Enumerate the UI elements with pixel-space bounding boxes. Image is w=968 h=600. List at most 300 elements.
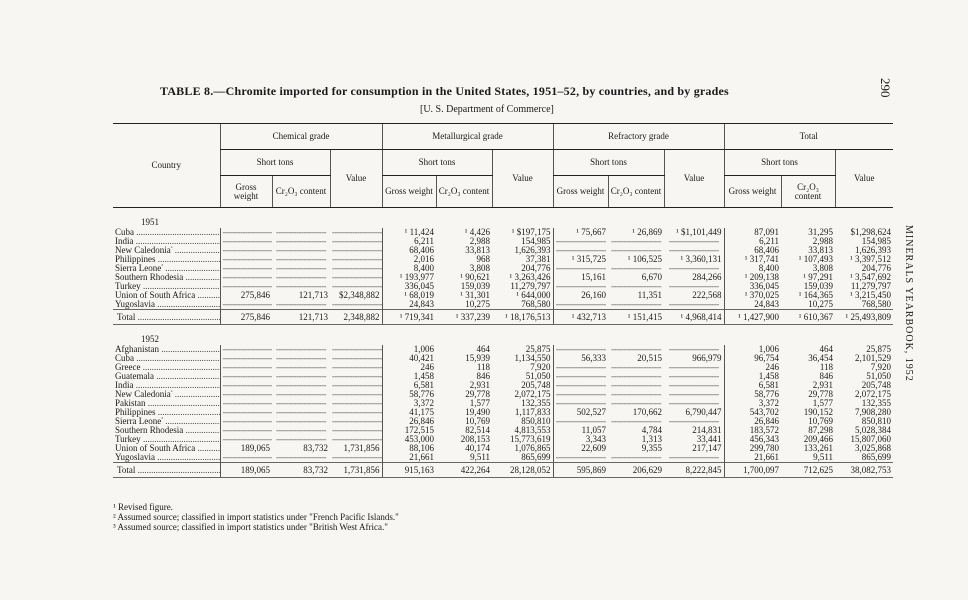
country-name: Turkey	[115, 435, 141, 444]
short-tons-header: Short tons	[724, 150, 835, 176]
value-cell: 1,626,393	[514, 246, 551, 255]
value-cell: 1,577	[469, 399, 490, 408]
value-cell: 87,298	[808, 426, 833, 435]
value-cell: 58,776	[724, 390, 781, 399]
footnote-1: ¹ Revised figure.	[113, 502, 173, 512]
value-cell: 502,527	[553, 408, 608, 417]
cr2o3-content-header: Cr₂O₃ content	[272, 176, 330, 208]
year-row	[113, 208, 893, 229]
table-row	[113, 399, 893, 408]
value-cell: 15,773,619	[510, 435, 551, 444]
country-name: New Caledonia	[115, 390, 171, 399]
value-cell	[330, 354, 382, 363]
value-cell: 7,920	[530, 363, 551, 372]
value-cell	[272, 363, 330, 372]
value-cell	[608, 300, 664, 310]
value-cell	[220, 264, 272, 273]
value-header: Value	[330, 150, 382, 208]
table-row	[113, 453, 893, 463]
value-cell: 1,458	[724, 372, 781, 381]
value-cell	[330, 372, 382, 381]
country-cell	[113, 354, 220, 363]
value-header: Value	[835, 150, 893, 208]
leader-dots	[134, 237, 221, 246]
country-cell	[113, 228, 220, 237]
total-value-cell: 8,222,845	[664, 463, 724, 478]
value-cell	[664, 264, 724, 273]
table-row	[113, 291, 893, 300]
value-cell: 464	[819, 345, 833, 354]
value-cell: ¹ 3,215,450	[850, 291, 891, 300]
total-value-cell: 1,700,097	[724, 463, 781, 478]
value-cell: ¹ $197,175	[511, 228, 551, 237]
value-cell	[220, 246, 272, 255]
country-cell	[113, 399, 220, 408]
value-cell: 204,776	[861, 264, 891, 273]
value-cell: 543,702	[724, 408, 781, 417]
leader-dots	[141, 282, 220, 291]
value-cell: 24,843	[382, 300, 436, 310]
value-cell	[272, 255, 330, 264]
value-cell: 154,985	[861, 237, 891, 246]
value-cell	[272, 372, 330, 381]
value-cell: 183,572	[724, 426, 781, 435]
value-cell: 3,372	[382, 399, 436, 408]
table-row	[113, 408, 893, 417]
value-cell: ¹ 90,621	[460, 273, 490, 282]
value-cell	[272, 264, 330, 273]
total-value-cell: 121,713	[272, 310, 330, 325]
leader-dots	[141, 435, 220, 444]
value-cell: 2,101,529	[855, 354, 891, 363]
value-cell: 850,810	[861, 417, 891, 426]
country-cell	[113, 246, 220, 255]
value-cell	[220, 426, 272, 435]
country-name: Southern Rhodesia	[115, 273, 184, 282]
value-cell: 209,466	[803, 435, 833, 444]
value-cell: 205,748	[521, 381, 551, 390]
value-cell: 1,458	[382, 372, 436, 381]
value-cell: 1,006	[724, 345, 781, 354]
value-cell	[272, 273, 330, 282]
value-cell: 865,699	[521, 453, 551, 462]
total-value-cell: 28,128,052	[492, 463, 553, 478]
value-cell: 1,577	[812, 399, 833, 408]
value-cell: 29,778	[808, 390, 833, 399]
total-label	[113, 463, 220, 478]
leader-dots	[163, 264, 220, 273]
country-cell	[113, 264, 220, 273]
value-cell: ¹ 26,869	[632, 228, 662, 237]
value-cell: 58,776	[382, 390, 436, 399]
country-cell	[113, 390, 220, 399]
total-value-cell: 206,629	[608, 463, 664, 478]
value-cell	[553, 237, 608, 246]
value-cell	[664, 345, 724, 354]
value-cell: 132,355	[861, 399, 891, 408]
value-cell: 299,780	[724, 444, 781, 453]
country-cell	[113, 273, 220, 282]
value-cell: 2,072,175	[855, 390, 891, 399]
value-cell	[272, 282, 330, 291]
value-cell: 768,580	[861, 300, 891, 309]
value-cell: 36,454	[808, 354, 833, 363]
value-cell: 29,778	[465, 390, 490, 399]
leader-dots	[135, 465, 220, 475]
country-name: Union of South Africa	[115, 291, 196, 300]
value-cell: 10,769	[808, 417, 833, 426]
value-cell: 33,813	[465, 246, 490, 255]
value-cell	[272, 453, 330, 463]
table-row	[113, 345, 893, 354]
value-cell	[220, 300, 272, 310]
country-cell	[113, 372, 220, 381]
value-cell: 7,908,280	[855, 408, 891, 417]
country-cell	[113, 300, 220, 310]
value-cell	[664, 399, 724, 408]
value-cell	[272, 237, 330, 246]
leader-dots	[183, 273, 220, 282]
value-cell	[664, 237, 724, 246]
value-cell	[272, 399, 330, 408]
value-cell	[608, 237, 664, 246]
table-row	[113, 444, 893, 453]
value-cell	[220, 453, 272, 463]
value-header: Value	[492, 150, 553, 208]
value-cell	[330, 282, 382, 291]
leader-dots	[134, 381, 221, 390]
value-cell	[330, 435, 382, 444]
country-name: Union of South Africa	[115, 444, 196, 453]
value-cell: 3,372	[724, 399, 781, 408]
value-cell	[664, 381, 724, 390]
value-cell	[608, 282, 664, 291]
value-cell: 3,025,868	[855, 444, 891, 453]
value-cell	[330, 363, 382, 372]
value-cell: 846	[819, 372, 833, 381]
value-cell: $1,298,624	[850, 228, 891, 237]
value-cell	[664, 246, 724, 255]
value-cell: 8,400	[724, 264, 781, 273]
footnote-marker: ³	[161, 264, 164, 269]
country-cell	[113, 255, 220, 264]
total-value-cell: 1,731,856	[330, 463, 382, 478]
value-cell	[553, 345, 608, 354]
cr2o3-content-header: Cr₂O₃ content	[781, 176, 835, 208]
value-cell	[220, 372, 272, 381]
value-cell	[553, 372, 608, 381]
value-cell	[553, 300, 608, 310]
country-name: Cuba	[115, 354, 134, 363]
table-row	[113, 363, 893, 372]
total-value-cell: 189,065	[220, 463, 272, 478]
value-cell: 3,343	[553, 435, 608, 444]
value-cell: 96,754	[724, 354, 781, 363]
value-cell: 15,807,060	[850, 435, 891, 444]
value-cell: ¹ 164,365	[798, 291, 833, 300]
table-row	[113, 255, 893, 264]
value-cell	[330, 381, 382, 390]
value-cell: 6,581	[724, 381, 781, 390]
value-cell: 5,028,384	[855, 426, 891, 435]
table-subtitle: [U. S. Department of Commerce]	[420, 104, 554, 115]
value-cell: ¹ 209,138	[724, 273, 781, 282]
country-name: Cuba	[115, 228, 134, 237]
country-cell	[113, 282, 220, 291]
value-cell: 865,699	[861, 453, 891, 462]
value-cell: 336,045	[382, 282, 436, 291]
value-cell: 1,006	[382, 345, 436, 354]
total-value-cell: 595,869	[553, 463, 608, 478]
year-row	[113, 325, 893, 346]
value-cell	[553, 399, 608, 408]
value-cell	[330, 273, 382, 282]
country-name: Sierra Leone	[115, 417, 162, 426]
total-value-cell: 38,082,753	[835, 463, 893, 478]
value-cell	[553, 381, 608, 390]
value-cell	[220, 237, 272, 246]
value-cell	[272, 417, 330, 426]
value-cell: 15,939	[465, 354, 490, 363]
value-cell	[272, 435, 330, 444]
value-cell	[220, 255, 272, 264]
total-value-cell: 422,264	[436, 463, 492, 478]
value-cell	[608, 453, 664, 463]
value-cell: 190,152	[803, 408, 833, 417]
value-cell	[272, 426, 330, 435]
value-cell	[330, 417, 382, 426]
table-row	[113, 246, 893, 255]
value-cell: 2,931	[812, 381, 833, 390]
country-name: Yugoslavia	[115, 453, 155, 462]
value-cell: 6,211	[382, 237, 436, 246]
total-value-cell: ¹ 719,341	[382, 310, 436, 325]
value-cell: ¹ 4,426	[464, 228, 490, 237]
country-cell	[113, 408, 220, 417]
value-cell: 25,875	[525, 345, 551, 354]
leader-dots	[163, 417, 220, 426]
country-name: Philippines	[115, 255, 156, 264]
value-cell: ¹ 3,547,692	[850, 273, 891, 282]
value-cell: 453,000	[382, 435, 436, 444]
value-cell	[608, 264, 664, 273]
value-cell: ¹ 370,025	[724, 291, 781, 300]
value-cell	[664, 363, 724, 372]
cr2o3-content-header: Cr₂O₃ content	[608, 176, 664, 208]
value-cell: 87,091	[724, 228, 781, 237]
value-cell: 121,713	[298, 291, 328, 300]
value-cell: 205,748	[861, 381, 891, 390]
value-cell: 3,808	[812, 264, 833, 273]
country-name: Southern Rhodesia	[115, 426, 184, 435]
year-label: 1951	[141, 216, 159, 227]
footnotes	[113, 502, 399, 532]
value-cell: 456,343	[724, 435, 781, 444]
value-cell: 6,670	[641, 273, 662, 282]
value-cell	[608, 372, 664, 381]
table-row	[113, 237, 893, 246]
value-cell: 2,072,175	[514, 390, 551, 399]
value-cell: 4,784	[641, 426, 662, 435]
country-name: Greece	[115, 363, 141, 372]
value-cell: 82,514	[465, 426, 490, 435]
country-name: Turkey	[115, 282, 141, 291]
total-value-cell: ¹ 25,493,809	[835, 310, 893, 325]
value-cell: 189,065	[220, 444, 272, 453]
value-cell: 133,261	[803, 444, 833, 453]
value-cell: 1,626,393	[855, 246, 891, 255]
value-cell: 9,511	[470, 453, 490, 462]
value-cell: 68,406	[382, 246, 436, 255]
chemical-grade-header: Chemical grade	[220, 124, 382, 150]
value-cell: 88,106	[382, 444, 436, 453]
table-title: TABLE 8.—Chromite imported for consumption in the United States, 1951–52, by countries, and by grades	[160, 84, 729, 98]
value-cell: ¹ 106,525	[627, 255, 662, 264]
country-name: Guatemala	[115, 372, 154, 381]
value-cell: 8,400	[382, 264, 436, 273]
running-head: MINERALS YEARBOOK, 1952	[903, 225, 914, 382]
short-tons-header: Short tons	[553, 150, 664, 176]
value-cell	[220, 435, 272, 444]
table-row	[113, 354, 893, 363]
total-value-cell: ¹ 337,239	[436, 310, 492, 325]
value-cell: 9,511	[813, 453, 833, 462]
value-cell: 154,985	[521, 237, 551, 246]
value-cell: 9,355	[641, 444, 662, 453]
value-cell: 768,580	[521, 300, 551, 309]
value-cell	[330, 246, 382, 255]
value-cell	[608, 246, 664, 255]
value-cell: ¹ 11,424	[382, 228, 436, 237]
table-row	[113, 417, 893, 426]
short-tons-header: Short tons	[220, 150, 330, 176]
leader-dots	[154, 372, 220, 381]
value-cell: 2,931	[469, 381, 490, 390]
footnote-marker: ²	[170, 246, 173, 251]
footnote-marker: ²	[170, 390, 173, 395]
value-cell	[553, 264, 608, 273]
value-cell	[272, 354, 330, 363]
leader-dots	[134, 354, 220, 363]
value-cell	[664, 417, 724, 426]
value-cell	[664, 282, 724, 291]
value-cell	[272, 300, 330, 310]
value-cell	[220, 354, 272, 363]
leader-dots	[155, 300, 220, 309]
total-text: Total	[117, 311, 136, 322]
value-cell	[220, 417, 272, 426]
value-cell: 41,175	[382, 408, 436, 417]
country-cell	[113, 291, 220, 300]
value-cell: ¹ 3,360,131	[680, 255, 722, 264]
country-cell	[113, 426, 220, 435]
total-value-cell: ¹ 18,176,513	[492, 310, 553, 325]
value-cell	[272, 345, 330, 354]
value-cell	[330, 426, 382, 435]
value-cell: 1,134,550	[514, 354, 551, 363]
total-label	[113, 310, 220, 325]
total-value-cell: ¹ 432,713	[553, 310, 608, 325]
value-cell: ¹ 3,263,426	[509, 273, 551, 282]
value-cell: ¹ 68,019	[382, 291, 436, 300]
value-cell: 968	[476, 255, 490, 264]
table-row	[113, 282, 893, 291]
value-cell	[553, 453, 608, 463]
total-value-cell: 83,732	[272, 463, 330, 478]
value-cell: 24,843	[724, 300, 781, 310]
leader-dots	[159, 345, 220, 354]
leader-dots	[156, 255, 220, 264]
total-value-cell: 915,163	[382, 463, 436, 478]
value-cell: 22,609	[553, 444, 608, 453]
value-cell: 40,421	[382, 354, 436, 363]
value-cell: 132,355	[521, 399, 551, 408]
footnote-3: ³ Assumed source; classified in import statistics under "British West Africa."	[113, 522, 388, 532]
value-cell: 1,117,833	[514, 408, 551, 417]
refractory-grade-header: Refractory grade	[553, 124, 724, 150]
value-cell	[608, 390, 664, 399]
value-cell: 118	[819, 363, 833, 372]
value-cell: 26,846	[724, 417, 781, 426]
value-cell: 56,333	[553, 354, 608, 363]
footnote-marker: ³	[161, 417, 164, 422]
value-cell	[330, 345, 382, 354]
value-cell: ¹ 97,291	[803, 273, 833, 282]
value-cell	[608, 399, 664, 408]
leader-dots	[183, 426, 220, 435]
value-cell: 846	[476, 372, 490, 381]
value-cell: 26,160	[553, 291, 608, 300]
value-cell	[664, 372, 724, 381]
table-row	[113, 435, 893, 444]
value-cell: ¹ 193,977	[382, 273, 436, 282]
value-cell: 15,161	[553, 273, 608, 282]
leader-dots	[156, 408, 220, 417]
value-cell	[220, 282, 272, 291]
total-value-cell: 275,846	[220, 310, 272, 325]
value-cell: 11,351	[637, 291, 662, 300]
country-name: Yugoslavia	[115, 300, 155, 309]
value-cell: 159,039	[803, 282, 833, 291]
value-cell	[664, 390, 724, 399]
value-cell	[553, 390, 608, 399]
leader-dots	[146, 399, 221, 408]
value-cell	[553, 282, 608, 291]
value-cell: 33,441	[696, 435, 722, 444]
value-cell	[330, 255, 382, 264]
value-cell	[608, 417, 664, 426]
table-row	[113, 228, 893, 237]
value-cell	[608, 363, 664, 372]
value-cell: 40,174	[465, 444, 490, 453]
value-cell: 26,846	[382, 417, 436, 426]
value-cell: ¹ 107,493	[798, 255, 833, 264]
country-name: Sierra Leone	[115, 264, 162, 273]
short-tons-header: Short tons	[382, 150, 492, 176]
value-cell	[330, 399, 382, 408]
country-header: Country	[113, 124, 220, 208]
value-cell: ¹ 644,000	[516, 291, 551, 300]
value-cell: 275,846	[220, 291, 272, 300]
value-cell: 966,979	[692, 354, 722, 363]
country-cell	[113, 444, 220, 453]
table-row	[113, 372, 893, 381]
value-cell	[608, 345, 664, 354]
value-cell: 25,875	[866, 345, 891, 354]
value-cell: 284,266	[692, 273, 722, 282]
value-cell	[272, 408, 330, 417]
value-cell: ¹ 75,667	[553, 228, 608, 237]
